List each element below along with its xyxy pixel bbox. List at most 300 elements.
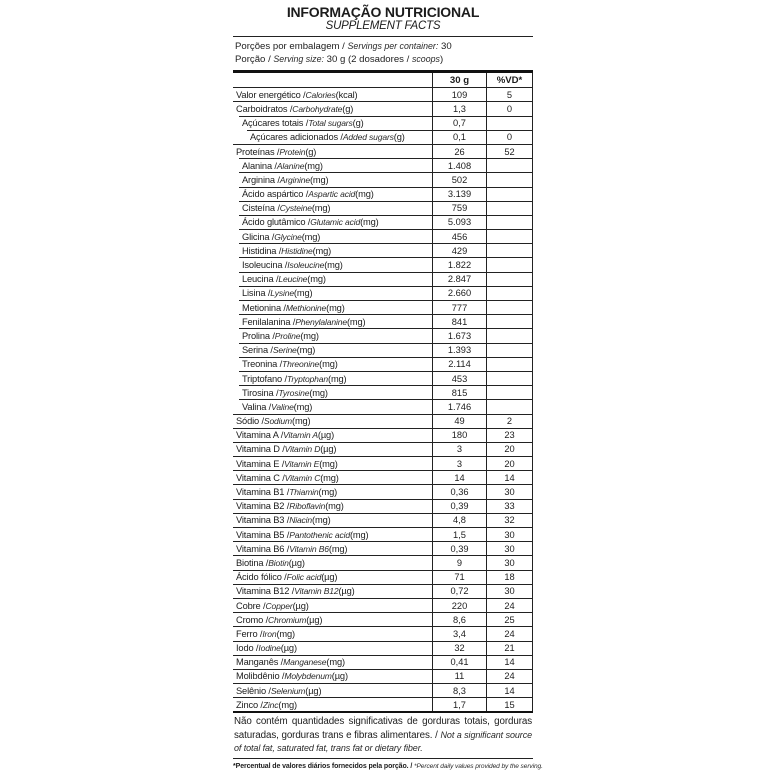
nutrient-daily-value: 2	[486, 414, 533, 428]
nutrient-label	[239, 343, 432, 357]
nutrient-unit: (mg)	[360, 217, 379, 228]
table-row	[233, 229, 533, 243]
nutrient-name-en: Aspartic acid	[308, 189, 356, 200]
nutrient-daily-value: 14	[486, 655, 533, 669]
nutrient-daily-value: 33	[486, 499, 533, 513]
nutrient-label	[233, 456, 432, 470]
nutrient-label	[233, 499, 432, 513]
nutrient-label	[239, 385, 432, 399]
nutrient-name-en: Lysine	[270, 288, 294, 299]
nutrient-name-pt: Manganês /	[236, 657, 284, 668]
nutrient-amount: 0,39	[432, 541, 486, 555]
nutrient-unit: (µg)	[305, 685, 322, 696]
nutrient-name-pt: Vitamina B2 /	[236, 501, 290, 512]
nutrient-name-pt: Vitamina A /	[236, 430, 284, 441]
nutrient-unit: (µg)	[331, 671, 348, 682]
nutrient-name-pt: Glicina /	[242, 231, 275, 242]
nutrient-name-en: Histidine	[281, 245, 313, 256]
nutrient-name-en: Thiamin	[289, 487, 319, 498]
nutrient-name-pt: Tirosina /	[242, 387, 279, 398]
nutrient-daily-value	[486, 158, 533, 172]
nutrient-amount: 1.393	[432, 343, 486, 357]
nutrient-amount: 109	[432, 87, 486, 101]
divider-above-footnote	[233, 758, 533, 759]
nutrient-name-pt: Sódio /	[236, 416, 264, 427]
page-subtitle: SUPPLEMENT FACTS	[325, 20, 441, 32]
nutrient-name-en: Iodine	[258, 643, 281, 654]
nutrient-amount: 0,1	[432, 130, 486, 144]
nutrient-label	[233, 683, 432, 697]
serving-size-label-pt: Porção /	[235, 54, 274, 65]
nutrient-name-en: Serine	[272, 345, 297, 356]
nutrient-label	[239, 116, 432, 130]
nutrient-unit: (g)	[342, 103, 354, 114]
nutrient-name-en: Total sugars	[308, 118, 353, 129]
nutrient-unit: (mg)	[318, 487, 338, 498]
table-row	[233, 101, 533, 115]
nutrient-daily-value	[486, 357, 533, 371]
nutrient-unit: (mg)	[320, 472, 339, 483]
nutrient-name-en: Vitamin C	[284, 472, 321, 483]
nutrient-daily-value	[486, 343, 533, 357]
nutrient-label	[233, 598, 432, 612]
table-row	[233, 428, 533, 442]
nutrient-unit: (µg)	[317, 430, 335, 441]
table-row	[233, 598, 533, 612]
nutrient-name-pt: Lisina /	[242, 288, 271, 299]
nutrient-daily-value	[486, 187, 533, 201]
nutrient-label	[233, 101, 432, 115]
nutrient-unit: (µg)	[306, 614, 323, 625]
table-row	[233, 116, 533, 130]
nutrient-amount: 815	[432, 385, 486, 399]
nutrient-unit: (mg)	[325, 501, 344, 512]
nutrient-unit: (µg)	[280, 643, 297, 654]
nutrient-label	[233, 612, 432, 626]
nutrient-label	[239, 187, 432, 201]
nutrient-amount: 0,36	[432, 484, 486, 498]
nutrient-name-en: Calories	[305, 89, 336, 100]
nutrient-amount: 1,5	[432, 527, 486, 541]
table-row	[233, 130, 533, 144]
nutrient-amount: 8,3	[432, 683, 486, 697]
nutrient-label	[233, 513, 432, 527]
nutrient-label	[239, 328, 432, 342]
nutrient-name-pt: Fenilalanina /	[242, 316, 296, 327]
nutrient-name-en: Zinc	[262, 699, 279, 710]
nutrient-daily-value: 30	[486, 584, 533, 598]
daily-value-footnote	[233, 762, 543, 771]
nutrient-amount: 71	[432, 570, 486, 584]
nutrient-name-en: Vitamin A	[283, 430, 318, 441]
nutrient-name-pt: Ácido glutâmico /	[242, 217, 311, 228]
nutrient-amount: 1.408	[432, 158, 486, 172]
nutrient-name-en: Vitamin D	[284, 444, 321, 455]
nutrient-amount: 220	[432, 598, 486, 612]
nutrient-unit: (µg)	[288, 557, 305, 568]
nutrient-name-pt: Açúcares totais /	[242, 118, 309, 129]
nutrient-daily-value	[486, 286, 533, 300]
nutrient-name-pt: Cromo /	[236, 614, 269, 625]
table-row	[233, 215, 533, 229]
nutrient-unit: (mg)	[319, 359, 338, 370]
nutrient-name-en: Phenylalanine	[295, 316, 347, 327]
header-empty-cell	[233, 73, 432, 87]
nutrient-label	[233, 144, 432, 158]
nutrient-name-en: Niacin	[289, 515, 313, 526]
servings-per-container	[235, 40, 533, 53]
table-row	[233, 201, 533, 215]
nutrient-name-pt: Serina /	[242, 345, 273, 356]
nutrient-amount: 841	[432, 314, 486, 328]
nutrient-label	[239, 272, 432, 286]
nutrient-name-en: Glutamic acid	[310, 217, 361, 228]
nutrient-daily-value: 0	[486, 101, 533, 115]
no-significant-source-note	[233, 716, 533, 755]
nutrient-name-en: Iron	[262, 628, 277, 639]
table-row	[233, 385, 533, 399]
serving-size	[235, 53, 533, 66]
nutrient-name-pt: Vitamina B6 /	[236, 543, 290, 554]
table-row	[233, 328, 533, 342]
table-row	[233, 357, 533, 371]
nutrient-unit: (mg)	[309, 387, 328, 398]
nutrient-unit: (mg)	[311, 203, 331, 214]
serving-size-value: 30 g (2 dosadores /	[323, 54, 412, 65]
note-en: Not a significant source of total fat, saturated fat, trans fat or dietary fiber.	[234, 729, 532, 754]
nutrient-unit: (mg)	[355, 189, 374, 200]
table-row	[233, 655, 533, 669]
nutrient-name-en: Valine	[271, 401, 294, 412]
nutrient-name-pt: Proteínas /	[236, 146, 280, 157]
nutrient-daily-value	[486, 300, 533, 314]
servings-label-pt: Porções por embalagem /	[235, 41, 348, 52]
nutrient-label	[233, 428, 432, 442]
nutrient-unit: (µg)	[338, 586, 355, 597]
nutrient-name-pt: Histidina /	[242, 245, 282, 256]
nutrient-name-en: Biotin	[268, 557, 289, 568]
nutrient-unit: (g)	[305, 146, 317, 157]
servings-label-en: Servings per container:	[347, 41, 439, 51]
nutrient-label	[239, 201, 432, 215]
nutrient-amount: 26	[432, 144, 486, 158]
table-row	[233, 243, 533, 257]
nutrient-daily-value	[486, 257, 533, 271]
divider-thick-bottom	[233, 711, 533, 713]
nutrient-label	[233, 655, 432, 669]
nutrient-name-en: Vitamin E	[284, 458, 320, 469]
nutrient-unit: (mg)	[319, 458, 338, 469]
nutrient-daily-value: 24	[486, 669, 533, 683]
nutrient-daily-value: 20	[486, 456, 533, 470]
nutrient-name-en: Leucine	[278, 274, 308, 285]
nutrient-name-en: Pantothenic acid	[289, 529, 350, 540]
nutrient-daily-value: 14	[486, 683, 533, 697]
nutrient-unit: (mg)	[293, 401, 313, 412]
nutrient-amount: 180	[432, 428, 486, 442]
nutrient-unit: (mg)	[292, 416, 311, 427]
nutrient-daily-value: 30	[486, 527, 533, 541]
nutrient-daily-value: 52	[486, 144, 533, 158]
nutrient-daily-value: 0	[486, 130, 533, 144]
serving-size-close: )	[439, 54, 444, 65]
nutrient-name-pt: Vitamina B12 /	[236, 586, 295, 597]
serving-size-label-en: Serving size:	[273, 54, 324, 64]
nutrient-daily-value: 20	[486, 442, 533, 456]
nutrient-unit: (µg)	[321, 572, 338, 583]
nutrient-daily-value: 14	[486, 470, 533, 484]
nutrient-name-pt: Vitamina D /	[236, 444, 285, 455]
nutrient-name-pt: Ácido aspártico /	[242, 189, 309, 200]
nutrient-amount: 49	[432, 414, 486, 428]
nutrient-amount: 429	[432, 243, 486, 257]
nutrient-label	[233, 470, 432, 484]
table-row	[233, 87, 533, 101]
table-row	[233, 414, 533, 428]
nutrient-name-pt: Ácido fólico /	[236, 572, 287, 583]
table-row	[233, 399, 533, 413]
nutrient-label	[233, 87, 432, 101]
nutrient-label	[233, 541, 432, 555]
note-pt: Não contém quantidades significativas de gorduras totais, gorduras saturadas, gorduras trans e fibras alimentares. /	[234, 716, 532, 741]
nutrient-unit: (mg)	[301, 231, 321, 242]
nutrient-unit: (mg)	[307, 274, 326, 285]
nutrient-unit: (mg)	[304, 160, 323, 171]
nutrient-label	[239, 257, 432, 271]
nutrient-label	[239, 300, 432, 314]
table-rows	[233, 87, 533, 711]
nutrient-amount: 2.114	[432, 357, 486, 371]
table-row	[233, 272, 533, 286]
nutrient-name-en: Chromium	[268, 614, 307, 625]
nutrient-daily-value: 30	[486, 555, 533, 569]
nutrient-label	[239, 399, 432, 413]
serving-info	[233, 37, 533, 69]
nutrient-name-en: Isoleucine	[287, 260, 325, 271]
nutrient-name-pt: Triptofano /	[242, 373, 287, 384]
page-title: INFORMAÇÃO NUTRICIONAL	[286, 4, 480, 20]
nutrient-name-en: Cysteine	[279, 203, 312, 214]
nutrient-amount: 5.093	[432, 215, 486, 229]
nutrient-label	[239, 243, 432, 257]
nutrient-daily-value	[486, 314, 533, 328]
nutrient-label	[239, 158, 432, 172]
nutrient-daily-value: 23	[486, 428, 533, 442]
nutrient-name-en: Sodium	[263, 416, 292, 427]
nutrient-name-pt: Vitamina B1 /	[236, 487, 290, 498]
nutrient-name-en: Arginine	[279, 174, 310, 185]
nutrition-table	[233, 73, 533, 711]
nutrient-unit: (mg)	[324, 260, 343, 271]
nutrient-label	[233, 669, 432, 683]
table-row	[233, 158, 533, 172]
nutrient-amount: 4,8	[432, 513, 486, 527]
nutrient-name-en: Carbohydrate	[292, 103, 343, 114]
nutrient-daily-value	[486, 399, 533, 413]
nutrient-name-en: Alanine	[276, 160, 305, 171]
nutrient-amount: 3.139	[432, 187, 486, 201]
nutrient-amount: 0,41	[432, 655, 486, 669]
nutrient-name-pt: Treonina /	[242, 359, 283, 370]
table-row	[233, 541, 533, 555]
nutrient-name-en: Selenium	[270, 685, 306, 696]
nutrient-label	[233, 442, 432, 456]
table-row	[233, 371, 533, 385]
nutrient-name-en: Tryptophan	[286, 373, 328, 384]
nutrient-name-en: Methionine	[285, 302, 327, 313]
table-row	[233, 343, 533, 357]
nutrient-amount: 1.822	[432, 257, 486, 271]
nutrient-daily-value: 25	[486, 612, 533, 626]
nutrient-amount: 2.847	[432, 272, 486, 286]
table-row	[233, 527, 533, 541]
table-row	[233, 144, 533, 158]
nutrient-name-pt: Vitamina C /	[236, 472, 285, 483]
nutrient-label	[239, 357, 432, 371]
table-row	[233, 442, 533, 456]
nutrient-amount: 456	[432, 229, 486, 243]
nutrient-label	[239, 286, 432, 300]
nutrient-amount: 1,7	[432, 697, 486, 711]
footnote-en: *Percent daily values provided by the serving.	[414, 763, 543, 771]
nutrient-label	[239, 172, 432, 186]
table-row	[233, 555, 533, 569]
nutrient-unit: (mg)	[328, 373, 347, 384]
nutrient-unit: (µg)	[292, 600, 309, 611]
nutrient-daily-value	[486, 243, 533, 257]
nutrient-unit: (mg)	[309, 174, 329, 185]
nutrient-amount: 9	[432, 555, 486, 569]
table-row	[233, 669, 533, 683]
nutrient-unit: (mg)	[326, 657, 345, 668]
nutrient-unit: (g)	[393, 132, 405, 143]
nutrient-name-en: Riboflavin	[289, 501, 326, 512]
nutrient-amount: 1,3	[432, 101, 486, 115]
nutrient-daily-value: 32	[486, 513, 533, 527]
nutrient-name-pt: Cisteína /	[242, 203, 280, 214]
nutrient-amount: 0,39	[432, 499, 486, 513]
nutrient-daily-value: 24	[486, 598, 533, 612]
nutrient-label	[233, 414, 432, 428]
nutrient-unit: (mg)	[349, 529, 369, 540]
table-header-row	[233, 73, 533, 87]
footnote-pt: *Percentual de valores diários fornecidos pela porção. /	[233, 763, 415, 771]
nutrient-name-en: Tyrosine	[278, 387, 310, 398]
table-row	[233, 513, 533, 527]
nutrient-name-en: Vitamin B12	[294, 586, 339, 597]
servings-value: 30	[438, 41, 452, 52]
nutrient-name-en: Vitamin B6	[289, 543, 329, 554]
nutrient-daily-value: 24	[486, 626, 533, 640]
table-row	[233, 641, 533, 655]
nutrient-label	[233, 626, 432, 640]
nutrient-name-pt: Iodo /	[236, 643, 259, 654]
nutrient-unit: (mg)	[312, 515, 331, 526]
nutrient-amount: 1.673	[432, 328, 486, 342]
nutrient-name-en: Proline	[274, 330, 301, 341]
nutrient-name-pt: Ferro /	[236, 628, 263, 639]
nutrient-daily-value: 15	[486, 697, 533, 711]
nutrient-daily-value: 30	[486, 541, 533, 555]
nutrient-name-en: Protein	[279, 146, 306, 157]
table-row	[233, 612, 533, 626]
nutrient-daily-value	[486, 201, 533, 215]
nutrient-label	[247, 130, 432, 144]
nutrient-unit: (mg)	[312, 245, 332, 256]
nutrient-amount: 14	[432, 470, 486, 484]
nutrient-amount: 32	[432, 641, 486, 655]
nutrient-name-pt: Carboidratos /	[236, 103, 293, 114]
nutrient-label	[233, 697, 432, 711]
nutrient-name-en: Folic acid	[286, 572, 322, 583]
nutrient-name-pt: Selênio /	[236, 685, 271, 696]
nutrient-label	[239, 215, 432, 229]
nutrient-daily-value	[486, 371, 533, 385]
table-row	[233, 314, 533, 328]
nutrient-name-en: Manganese	[283, 657, 327, 668]
nutrient-amount: 11	[432, 669, 486, 683]
nutrient-label	[233, 555, 432, 569]
nutrient-label	[233, 527, 432, 541]
nutrient-name-pt: Leucina /	[242, 274, 279, 285]
nutrient-amount: 1.746	[432, 399, 486, 413]
nutrient-name-pt: Açúcares adicionados /	[250, 132, 343, 143]
nutrient-label	[233, 584, 432, 598]
nutrient-name-pt: Prolina /	[242, 330, 275, 341]
nutrient-daily-value: 5	[486, 87, 533, 101]
nutrient-name-pt: Vitamina B3 /	[236, 515, 290, 526]
nutrient-amount: 0,7	[432, 116, 486, 130]
nutrient-name-pt: Vitamina E /	[236, 458, 285, 469]
nutrient-name-pt: Isoleucina /	[242, 260, 288, 271]
nutrient-daily-value: 21	[486, 641, 533, 655]
table-row	[233, 697, 533, 711]
nutrient-daily-value	[486, 328, 533, 342]
column-header-amount: 30 g	[432, 73, 486, 87]
nutrient-amount: 3	[432, 456, 486, 470]
nutrient-daily-value: 18	[486, 570, 533, 584]
table-row	[233, 172, 533, 186]
nutrient-name-pt: Molibdênio /	[236, 671, 285, 682]
nutrient-amount: 3	[432, 442, 486, 456]
nutrient-unit: (mg)	[328, 543, 348, 554]
table-row	[233, 470, 533, 484]
nutrient-name-pt: Vitamina B5 /	[236, 529, 290, 540]
nutrient-name-en: Threonine	[282, 359, 320, 370]
table-row	[233, 584, 533, 598]
nutrient-label	[239, 371, 432, 385]
nutrient-name-en: Added sugars	[342, 132, 394, 143]
nutrient-name-pt: Cobre /	[236, 600, 266, 611]
nutrient-unit: (g)	[352, 118, 364, 129]
nutrient-unit: (kcal)	[335, 89, 358, 100]
nutrient-amount: 3,4	[432, 626, 486, 640]
nutrient-name-pt: Valor energético /	[236, 89, 306, 100]
nutrient-label	[233, 641, 432, 655]
nutrient-name-pt: Metionina /	[242, 302, 286, 313]
nutrient-unit: (mg)	[300, 330, 319, 341]
nutrient-name-en: Molybdenum	[284, 671, 332, 682]
table-row	[233, 257, 533, 271]
column-header-daily-value: %VD*	[486, 73, 533, 87]
nutrient-unit: (mg)	[276, 628, 295, 639]
nutrient-name-pt: Biotina /	[236, 557, 269, 568]
nutrient-name-en: Glycine	[274, 231, 302, 242]
nutrient-name-pt: Alanina /	[242, 160, 277, 171]
nutrient-label	[239, 314, 432, 328]
table-row	[233, 683, 533, 697]
nutrient-label	[239, 229, 432, 243]
